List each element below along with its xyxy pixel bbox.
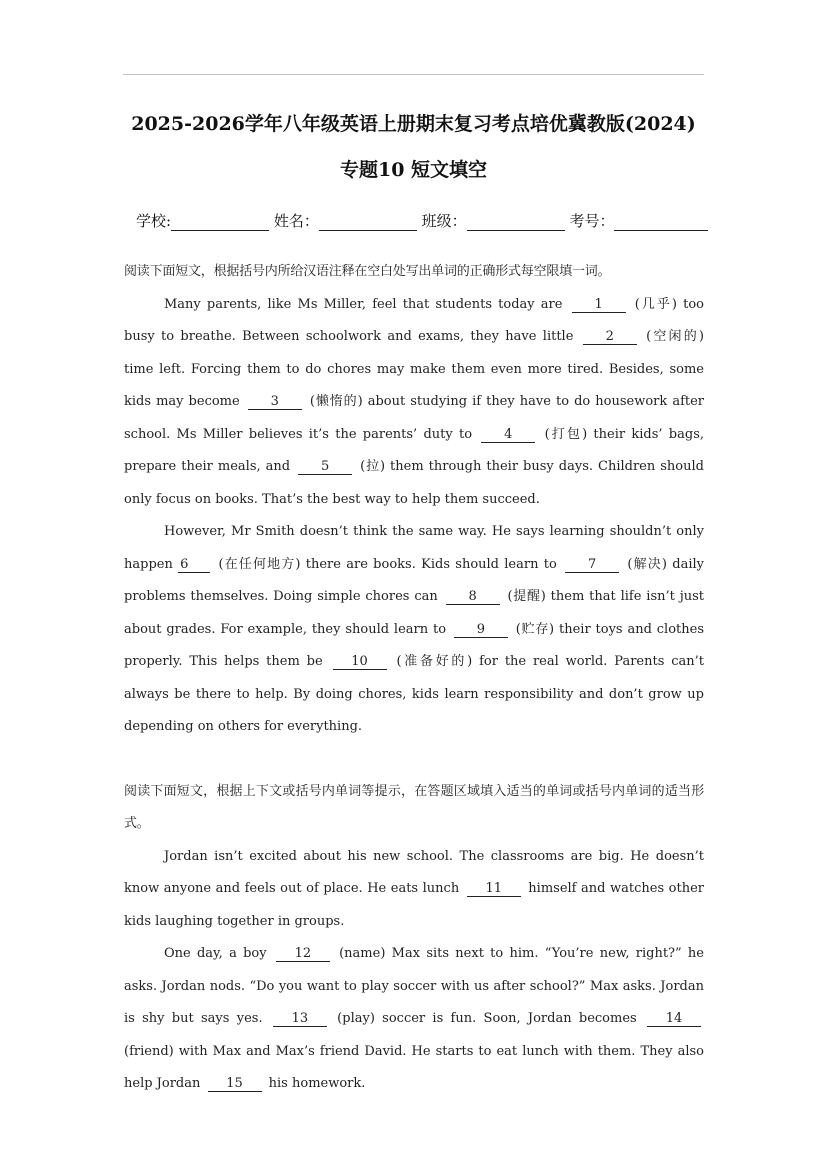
passage-text: (准备好的) for the real world. Parents can’t always be there to help. By doing chores, kids learn responsibility and don’t grow up depending on others for everything.: [124, 654, 705, 734]
passage-text: (解决) daily problems themselves. Doing simple chores can: [124, 556, 705, 604]
passage-text: (提醒) them that life isn’t just about grades. For example, they should learn to: [124, 589, 705, 637]
class-label: 班级：: [421, 212, 467, 230]
blank-3[interactable]: 3: [248, 394, 302, 410]
exercise-content: [124, 256, 704, 1101]
passage-text: (在任何地方) there are books. Kids should learn to: [218, 556, 557, 572]
section-spacer: [124, 744, 704, 776]
passage-text: himself and watches other kids laughing together in groups.: [124, 881, 704, 929]
passage-text: his homework.: [268, 1076, 366, 1091]
passage-text: (name) Max sits next to him. “You’re new, right?” he asks. Jordan nods. “Do you want to play soccer with us after school?” Max asks. Jordan is shy but says yes.: [124, 946, 704, 1026]
exam-no-label: 考号：: [569, 212, 615, 230]
passage-text: (friend) with Max and Max’s friend David. He starts to eat lunch with them. They also help Jordan: [124, 1043, 704, 1091]
passage-text: Many parents, like Ms Miller, feel that students today are: [164, 296, 563, 312]
blank-7[interactable]: 7: [565, 557, 619, 573]
school-field[interactable]: [171, 213, 269, 231]
blank-14[interactable]: 14: [647, 1011, 701, 1027]
passage-text: One day, a boy: [164, 946, 267, 961]
blank-5[interactable]: 5: [298, 459, 352, 475]
passage-text: (贮存) their toys and clothes properly. This helps them be: [124, 621, 704, 669]
blank-11[interactable]: 11: [467, 881, 521, 897]
blank-9[interactable]: 9: [454, 622, 508, 638]
name-field[interactable]: [319, 213, 417, 231]
passage-text: (空闲的) time left. Forcing them to do chores may make them even more tired. Besides, some kids may become: [124, 329, 704, 409]
section2-instruction: 阅读下面短文，根据上下文或括号内单词等提示，在答题区域填入适当的单词或括号内单词的适当形式。: [124, 783, 704, 831]
exam-no-field[interactable]: [614, 213, 708, 231]
class-field[interactable]: [467, 213, 565, 231]
blank-2[interactable]: 2: [583, 329, 637, 345]
passage-text: However, Mr Smith doesn’t think the same way. He says learning shouldn’t only happen: [124, 524, 704, 572]
passage-text: (拉) them through their busy days. Children should only focus on books. That’s the best way to help them succeed.: [124, 459, 704, 507]
blank-12[interactable]: 12: [276, 946, 330, 962]
blank-6[interactable]: 6: [178, 557, 210, 573]
passage-text: (几乎) too busy to breathe. Between schoolwork and exams, they have little: [124, 296, 704, 344]
blank-1[interactable]: 1: [572, 297, 626, 313]
passage-text: (打包) their kids’ bags, prepare their meals, and: [124, 426, 704, 474]
name-label: 姓名：: [273, 212, 319, 230]
passage-text: (play) soccer is fun. Soon, Jordan becomes: [337, 1011, 637, 1026]
section1-paragraph-1: [124, 289, 704, 517]
blank-13[interactable]: 13: [273, 1011, 327, 1027]
page-title: 2025-2026学年八年级英语上册期末复习考点培优冀教版(2024): [131, 113, 696, 135]
section2-paragraph-2: [124, 938, 704, 1101]
blank-8[interactable]: 8: [446, 589, 500, 605]
section1-instruction: 阅读下面短文，根据括号内所给汉语注释在空白处写出单词的正确形式每空限填一词。: [124, 264, 611, 279]
blank-10[interactable]: 10: [333, 654, 387, 670]
page-subtitle: 专题10 短文填空: [339, 159, 488, 181]
passage-text: Jordan isn’t excited about his new school. The classrooms are big. He doesn’t know anyone and feels out of place. He eats lunch: [124, 848, 704, 896]
section1-paragraph-2: [124, 516, 704, 744]
blank-4[interactable]: 4: [481, 427, 535, 443]
student-info-line: [136, 210, 708, 231]
blank-15[interactable]: 15: [208, 1076, 262, 1092]
section2-paragraph-1: [124, 841, 704, 939]
school-label: 学校:: [136, 212, 172, 230]
header-rule: [123, 74, 704, 75]
passage-text: (懒惰的) about studying if they have to do housework after school. Ms Miller believes it’s the parents’ duty to: [124, 394, 705, 442]
